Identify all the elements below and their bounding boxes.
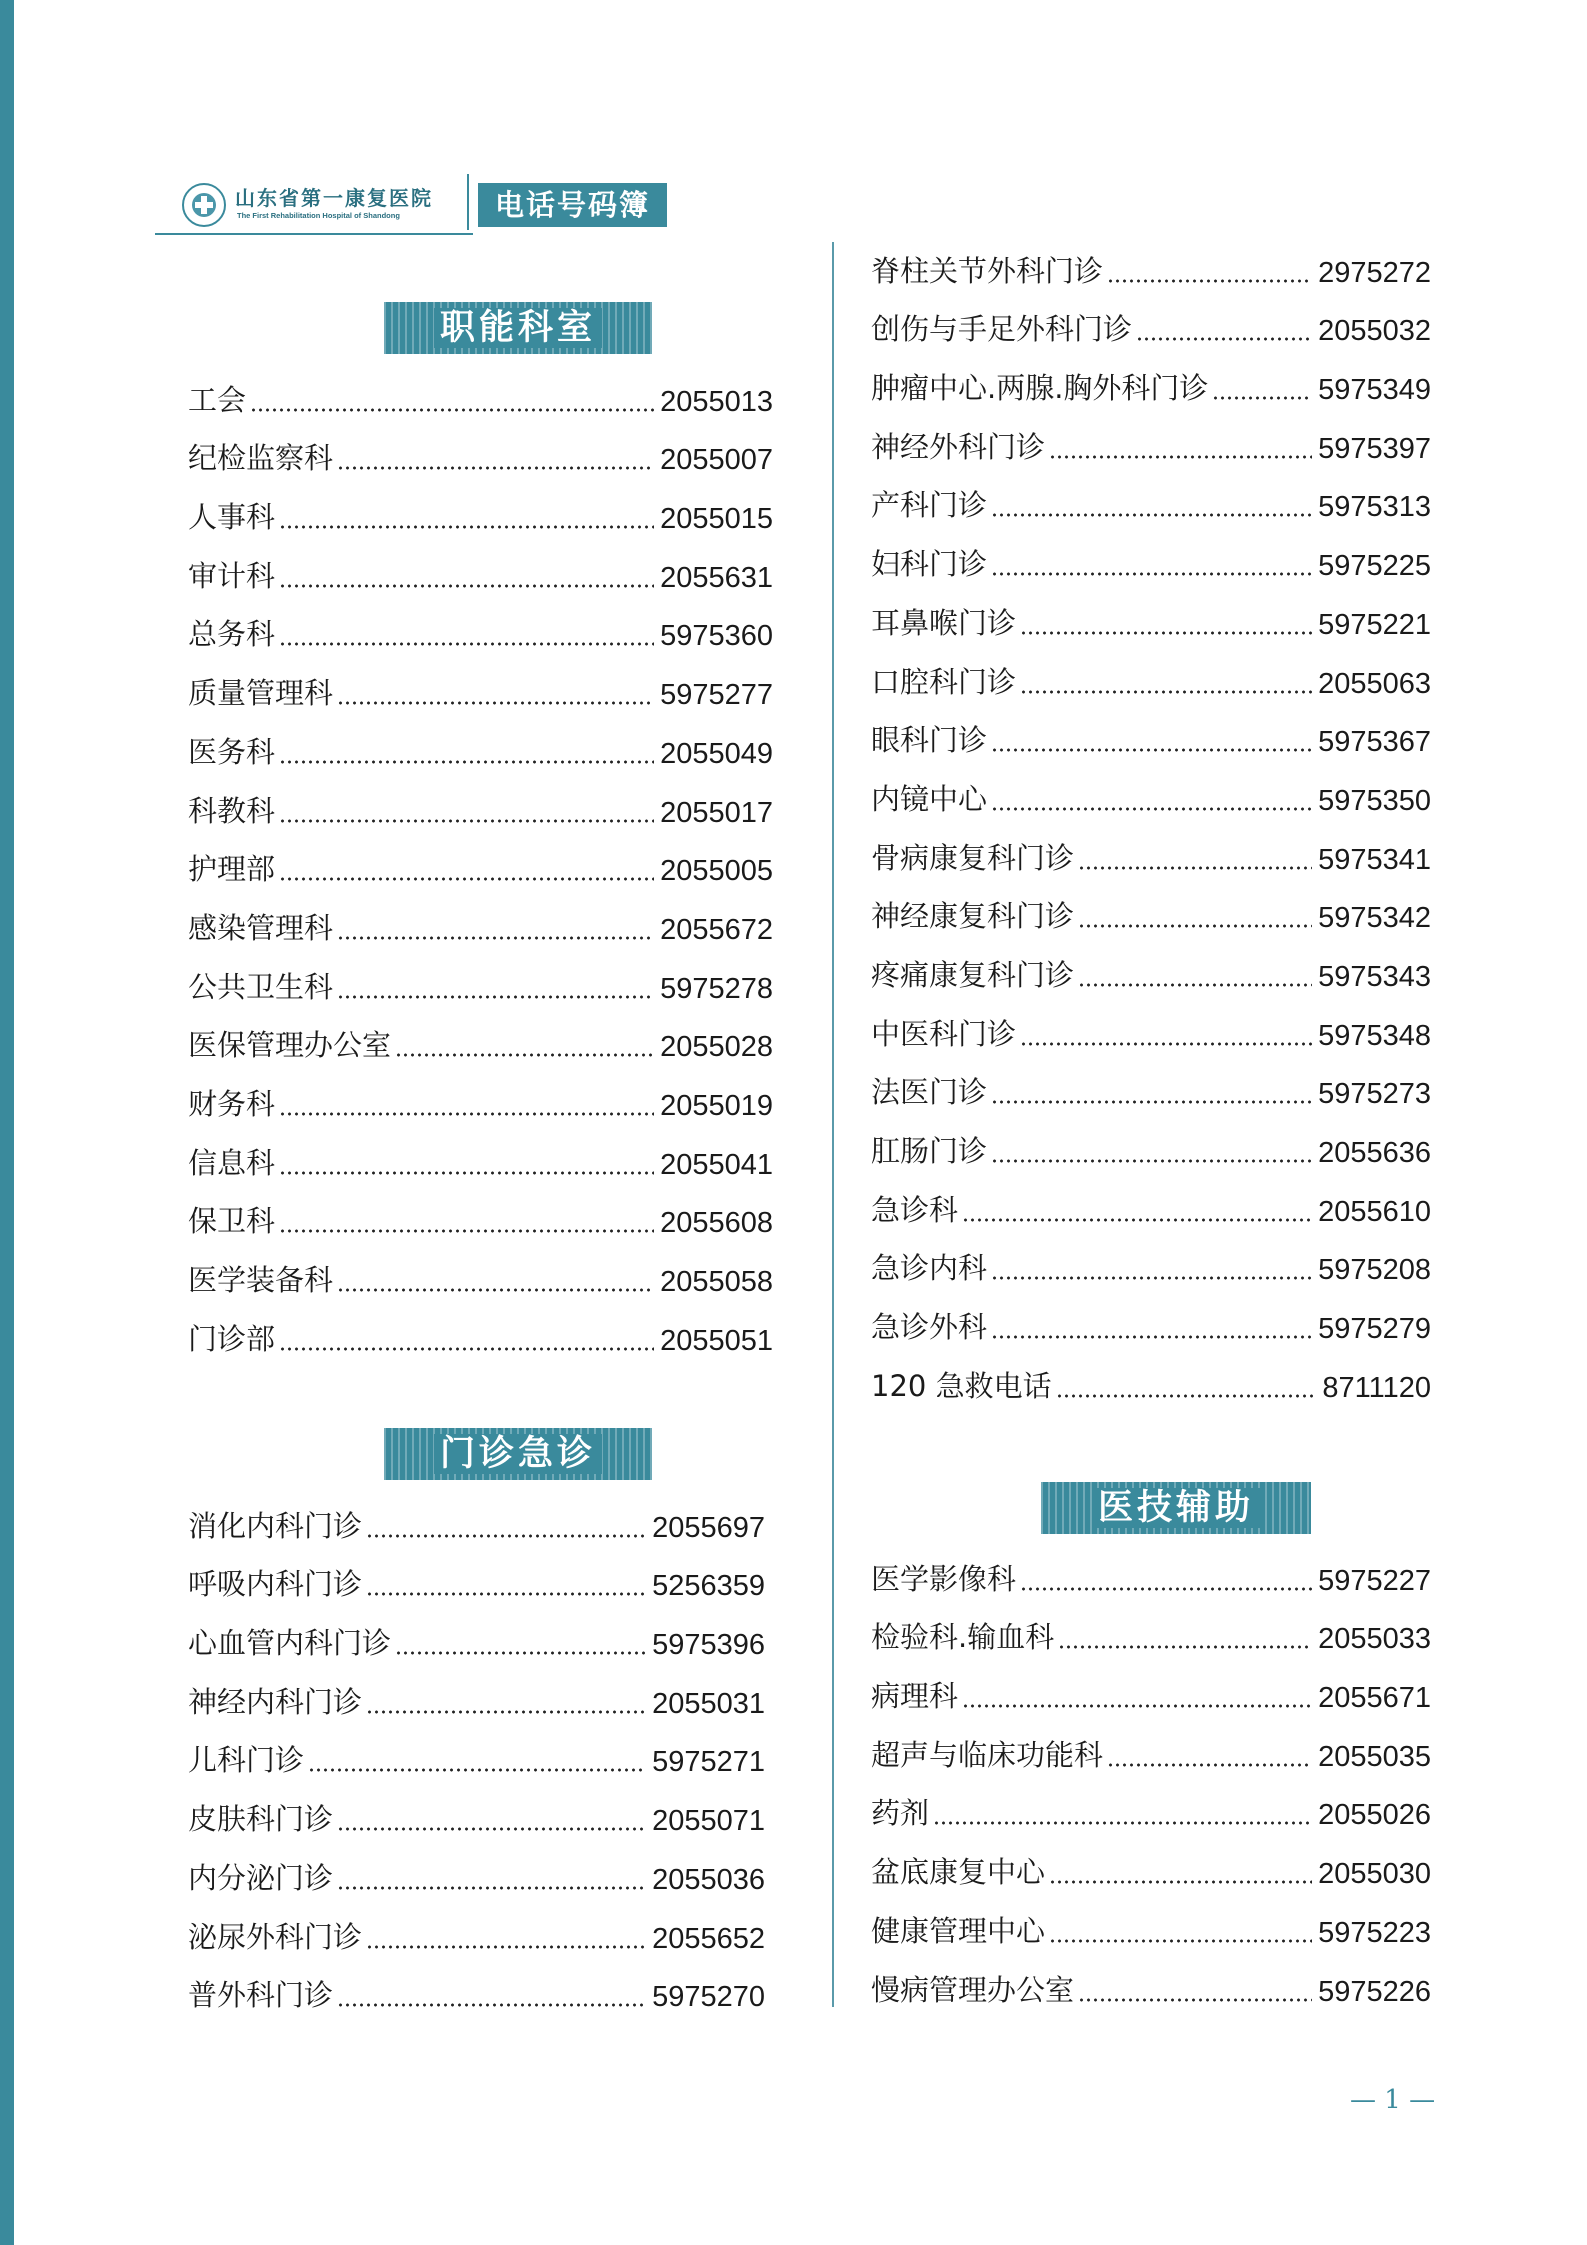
phone-number: 5975279 (1318, 1313, 1431, 1346)
department-name: 急诊内科 (871, 1251, 988, 1286)
phone-number: 5975225 (1318, 550, 1431, 583)
dot-leader (337, 701, 654, 705)
directory-entry (188, 1897, 765, 1956)
department-name: 神经内科门诊 (188, 1684, 363, 1719)
department-name: 内镜中心 (871, 781, 988, 816)
phone-number: 2055035 (1318, 1740, 1431, 1773)
phone-number: 2055049 (660, 737, 773, 770)
phone-number: 5975313 (1318, 491, 1431, 524)
dot-leader (991, 513, 1312, 517)
directory-entry (871, 466, 1431, 525)
dot-leader (1056, 1394, 1317, 1398)
department-name: 药剂 (871, 1796, 930, 1831)
dot-leader (1078, 1998, 1312, 2002)
phone-number: 2055028 (660, 1031, 773, 1064)
department-name: 产科门诊 (871, 488, 988, 523)
department-name: 中医科门诊 (871, 1016, 1017, 1051)
phone-number: 2055652 (652, 1922, 765, 1955)
phone-number: 5975208 (1318, 1254, 1431, 1287)
section-title-text: 职能科室 (434, 308, 602, 348)
department-name: 肛肠门诊 (871, 1134, 988, 1168)
page-header (155, 170, 670, 236)
directory-entry (188, 888, 773, 947)
dot-leader (279, 819, 654, 823)
department-name: 盆底康复中心 (871, 1855, 1046, 1890)
department-name: 内分泌门诊 (188, 1860, 334, 1895)
dot-leader (1058, 1645, 1312, 1649)
department-name: 骨病康复科门诊 (871, 840, 1075, 875)
dot-leader (337, 936, 654, 940)
phone-number: 5975360 (660, 620, 773, 653)
directory-entry (871, 1891, 1431, 1950)
phone-number: 2055672 (660, 913, 773, 946)
dot-leader (991, 748, 1312, 752)
directory-entry (188, 360, 773, 419)
left-accent-bar (0, 0, 14, 2245)
directory-entry (871, 1715, 1431, 1774)
dot-leader (1049, 1880, 1312, 1884)
dot-leader (991, 1100, 1312, 1104)
phone-number: 2055030 (1318, 1858, 1431, 1891)
phone-number: 2055015 (660, 503, 773, 536)
department-name: 门诊部 (188, 1321, 276, 1356)
dot-leader (991, 807, 1312, 811)
department-name: 脊柱关节外科门诊 (871, 253, 1104, 288)
dot-leader (1049, 455, 1312, 459)
phone-number: 5975227 (1318, 1564, 1431, 1597)
department-name: 病理科 (871, 1679, 959, 1714)
hospital-name-en: The First Rehabilitation Hospital of Shandong (237, 211, 400, 220)
directory-entry (871, 1539, 1431, 1598)
phone-number: 5975367 (1318, 726, 1431, 759)
directory-entry (871, 701, 1431, 760)
department-name: 信息科 (188, 1145, 276, 1180)
department-name: 神经外科门诊 (871, 429, 1046, 464)
dot-leader (1020, 1042, 1312, 1046)
department-name: 医务科 (188, 734, 276, 769)
directory-entry (871, 759, 1431, 818)
directory-entry (871, 583, 1431, 642)
dot-leader (1078, 983, 1312, 987)
directory-entry (871, 994, 1431, 1053)
phone-number: 2055608 (660, 1207, 773, 1240)
department-name: 急诊外科 (871, 1310, 988, 1345)
department-name: 护理部 (188, 852, 276, 887)
department-name: 疼痛康复科门诊 (871, 957, 1075, 992)
phone-number: 5975350 (1318, 784, 1431, 817)
directory-entry (871, 1170, 1431, 1229)
directory-entry (871, 1656, 1431, 1715)
directory-entry (188, 1838, 765, 1897)
dot-leader (337, 2003, 646, 2007)
directory-entry (188, 1721, 765, 1780)
directory-entry (188, 1486, 765, 1545)
dot-leader (308, 1768, 646, 1772)
department-name: 财务科 (188, 1086, 276, 1121)
directory-entry (188, 1064, 773, 1123)
dot-leader (933, 1821, 1312, 1825)
phone-number: 2055017 (660, 796, 773, 829)
department-name: 医学装备科 (188, 1263, 334, 1297)
dot-leader (337, 1288, 654, 1292)
dot-leader (337, 995, 654, 999)
directory-entry (188, 1006, 773, 1065)
directory-entry (188, 1662, 765, 1721)
directory-entry (871, 407, 1431, 466)
dot-leader (337, 1886, 646, 1890)
directory-entry (871, 524, 1431, 583)
phone-number: 2055636 (1318, 1137, 1431, 1169)
directory-entry (871, 290, 1431, 349)
department-name: 普外科门诊 (188, 1978, 334, 2013)
department-name: 创伤与手足外科门诊 (871, 312, 1133, 347)
department-name: 神经康复科门诊 (871, 899, 1075, 934)
phone-number: 2055019 (660, 1089, 773, 1122)
document-title: 电话号码簿 (478, 183, 667, 227)
phone-number: 5975278 (660, 972, 773, 1005)
dot-leader (279, 525, 654, 529)
phone-number: 2055631 (660, 561, 773, 594)
phone-number: 5975396 (652, 1629, 765, 1662)
hospital-logo-icon (182, 183, 226, 227)
directory-entry (188, 771, 773, 830)
outpatient-directory-list-right (871, 231, 1431, 1405)
directory-entry (188, 595, 773, 654)
department-name: 泌尿外科门诊 (188, 1919, 363, 1954)
phone-number: 2055013 (660, 385, 773, 418)
dot-leader (1049, 1939, 1312, 1943)
section-title-text: 医技辅助 (1092, 1488, 1260, 1528)
dot-leader (962, 1704, 1312, 1708)
directory-entry (871, 1598, 1431, 1657)
phone-number: 2055671 (1318, 1682, 1431, 1715)
directory-entry (188, 536, 773, 595)
directory-entry (188, 1123, 773, 1182)
directory-entry (188, 1603, 765, 1662)
dot-leader (279, 760, 654, 764)
phone-number: 2055071 (652, 1805, 765, 1838)
dot-leader (1136, 337, 1312, 341)
phone-number: 5975348 (1318, 1019, 1431, 1052)
department-name: 120 急救电话 (871, 1368, 1052, 1403)
directory-entry (871, 1346, 1431, 1405)
phone-number: 2055031 (652, 1687, 765, 1720)
phone-number: 5975223 (1318, 1916, 1431, 1949)
department-name: 耳鼻喉门诊 (871, 605, 1017, 640)
department-name: 肿瘤中心.两腺.胸外科门诊 (871, 371, 1209, 406)
department-name: 慢病管理办公室 (871, 1972, 1075, 2007)
directory-entry (188, 653, 773, 712)
department-name: 审计科 (188, 558, 276, 593)
header-underline (155, 233, 473, 235)
department-name: 超声与临床功能科 (871, 1737, 1104, 1772)
dot-leader (1020, 690, 1312, 694)
department-name: 皮肤科门诊 (188, 1802, 334, 1837)
phone-number: 5975343 (1318, 960, 1431, 993)
department-name: 儿科门诊 (188, 1743, 305, 1778)
dot-leader (337, 1827, 646, 1831)
section-title-functional (384, 302, 652, 354)
outpatient-directory-list-left (188, 1486, 765, 2014)
directory-entry (188, 1779, 765, 1838)
dot-leader (366, 1534, 646, 1538)
phone-number: 2055033 (1318, 1623, 1431, 1656)
department-name: 保卫科 (188, 1204, 276, 1239)
phone-number: 5975226 (1318, 1975, 1431, 2008)
directory-entry (871, 1287, 1431, 1346)
phone-number: 2055007 (660, 444, 773, 477)
phone-number: 5975273 (1318, 1078, 1431, 1111)
dot-leader (366, 1945, 646, 1949)
directory-entry (188, 712, 773, 771)
dot-leader (279, 877, 654, 881)
directory-entry (188, 1240, 773, 1299)
phone-number: 2055697 (652, 1511, 765, 1544)
hospital-name: 山东省第一康复医院 (235, 186, 433, 210)
dot-leader (250, 408, 654, 412)
department-name: 质量管理科 (188, 676, 334, 711)
department-name: 消化内科门诊 (188, 1508, 363, 1543)
department-name: 健康管理中心 (871, 1913, 1046, 1948)
dot-leader (1078, 924, 1312, 928)
dot-leader (991, 1335, 1312, 1339)
dot-leader (337, 466, 654, 470)
dot-leader (1020, 631, 1312, 635)
directory-entry (871, 818, 1431, 877)
directory-entry (188, 419, 773, 478)
directory-entry (871, 935, 1431, 994)
directory-entry (188, 830, 773, 889)
directory-entry (188, 1956, 765, 2015)
phone-number: 5975342 (1318, 902, 1431, 935)
medtech-directory-list (871, 1539, 1431, 2009)
dot-leader (962, 1218, 1312, 1222)
directory-entry (871, 231, 1431, 290)
department-name: 科教科 (188, 793, 276, 828)
directory-entry (188, 477, 773, 536)
phone-number: 5975349 (1318, 374, 1431, 407)
section-title-outpatient (384, 1428, 652, 1480)
phone-number: 2055058 (660, 1266, 773, 1298)
department-name: 检验科.输血科 (871, 1620, 1055, 1655)
directory-entry (871, 348, 1431, 407)
section-title-text: 门诊急诊 (434, 1434, 602, 1474)
phone-number: 2055051 (660, 1324, 773, 1357)
dot-leader (1107, 1763, 1312, 1767)
page-number: — 1 — (1350, 2085, 1436, 2115)
dot-leader (991, 1159, 1312, 1163)
directory-entry (871, 1111, 1431, 1170)
dot-leader (991, 572, 1312, 576)
dot-leader (395, 1053, 654, 1057)
dot-leader (1107, 279, 1312, 283)
department-name: 工会 (188, 382, 247, 417)
department-name: 法医门诊 (871, 1075, 988, 1110)
department-name: 口腔科门诊 (871, 664, 1017, 699)
phone-number: 5975221 (1318, 608, 1431, 641)
section-title-medtech (1041, 1482, 1311, 1534)
phone-number: 5975277 (660, 679, 773, 712)
functional-directory-list (188, 360, 773, 1358)
directory-entry (188, 947, 773, 1006)
dot-leader (991, 1276, 1312, 1280)
dot-leader (1078, 866, 1312, 870)
directory-entry (188, 1299, 773, 1358)
phone-number: 5975271 (652, 1746, 765, 1779)
dot-leader (279, 584, 654, 588)
department-name: 纪检监察科 (188, 441, 334, 476)
dot-leader (279, 1229, 654, 1233)
phone-number: 2055005 (660, 855, 773, 888)
department-name: 感染管理科 (188, 910, 334, 945)
directory-entry (871, 1832, 1431, 1891)
phone-number: 5975397 (1318, 432, 1431, 465)
dot-leader (279, 1347, 654, 1351)
department-name: 心血管内科门诊 (188, 1626, 392, 1661)
dot-leader (1020, 1587, 1312, 1591)
directory-entry (188, 1182, 773, 1241)
phone-number: 5975341 (1318, 843, 1431, 876)
dot-leader (279, 642, 654, 646)
directory-entry (188, 1545, 765, 1604)
directory-entry (871, 642, 1431, 701)
department-name: 急诊科 (871, 1192, 959, 1227)
dot-leader (279, 1112, 654, 1116)
directory-entry (871, 877, 1431, 936)
department-name: 呼吸内科门诊 (188, 1567, 363, 1602)
dot-leader (279, 1171, 654, 1175)
phone-number: 2055036 (652, 1863, 765, 1896)
dot-leader (1212, 396, 1312, 400)
phone-number: 2055041 (660, 1148, 773, 1181)
phone-number: 5975270 (652, 1981, 765, 2014)
dot-leader (366, 1592, 646, 1596)
directory-entry (871, 1229, 1431, 1288)
directory-entry (871, 1950, 1431, 2009)
phone-number: 2055032 (1318, 315, 1431, 348)
department-name: 公共卫生科 (188, 969, 334, 1004)
phone-number: 2055026 (1318, 1799, 1431, 1832)
phone-number: 8711120 (1322, 1371, 1431, 1404)
phone-number: 2055063 (1318, 667, 1431, 700)
department-name: 妇科门诊 (871, 547, 988, 582)
header-divider (467, 174, 469, 230)
department-name: 医保管理办公室 (188, 1028, 392, 1063)
department-name: 人事科 (188, 500, 276, 535)
dot-leader (366, 1710, 646, 1714)
department-name: 眼科门诊 (871, 723, 988, 758)
column-divider (832, 242, 834, 2007)
directory-entry (871, 1774, 1431, 1833)
phone-number: 2975272 (1318, 256, 1431, 289)
department-name: 总务科 (188, 617, 276, 652)
directory-entry (871, 1053, 1431, 1112)
phone-number: 5256359 (652, 1570, 765, 1603)
dot-leader (395, 1651, 646, 1655)
department-name: 医学影像科 (871, 1561, 1017, 1596)
phone-number: 2055610 (1318, 1195, 1431, 1228)
